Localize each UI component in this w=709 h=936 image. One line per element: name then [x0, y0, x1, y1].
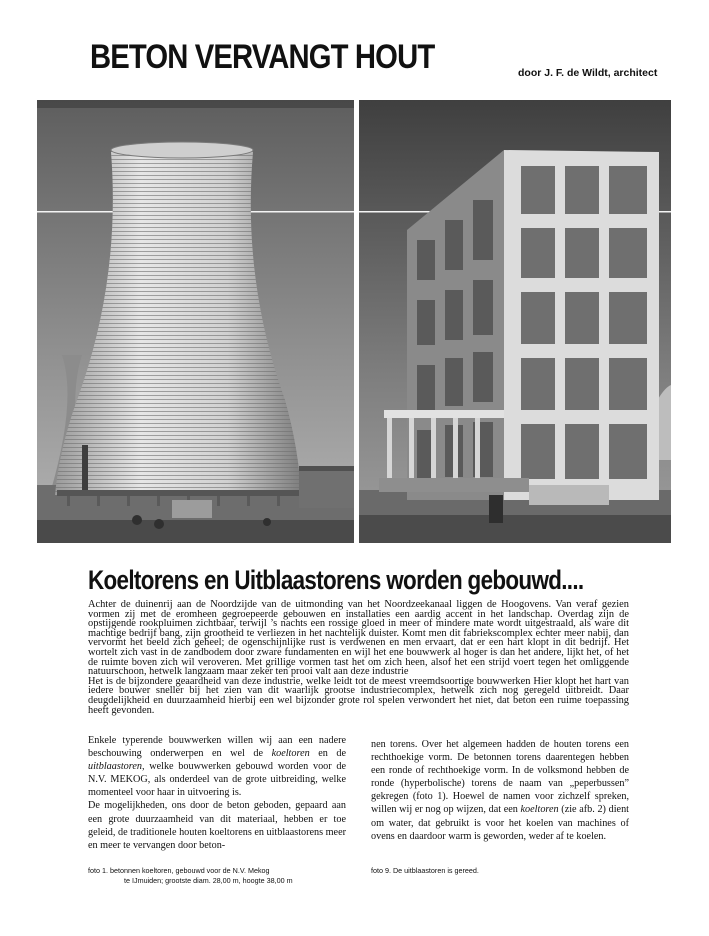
cooling-tower-photo [37, 100, 354, 543]
intro-paragraph [88, 600, 629, 715]
body-text: welke bouwwerken gebouwd worden voor de N.V. MEKOG, als onderdeel van de grote uitbreiding, welke momenteel voor haar in uitvoering is. [88, 761, 346, 799]
emphasis-text: koeltoren [271, 748, 310, 760]
body-column-left [88, 734, 346, 852]
body-text: nen torens. Over het algemeen hadden de houten torens een rechthoekige vorm. De betonnen torens daarentegen hebben een ronde of rechthoekige vorm. In de volksmond hebben de ronde (hyperbolische) torens de naam van „peperbussen” gekregen (foto 1). Hoewel de namen voor zichzelf spreken, willen wij er nog op wijzen, dat een [371, 739, 629, 816]
intro-text-2: Het is de bijzondere geaardheid van deze industrie, welke leidt tot de meest vreemdsoortige bouwwerken Hier klopt het hart van iedere bouwer sneller bij het zien van dit waarlijk grootse industriecomplex, hetwelk zich nog geregeld uitbreidt. Daar deugdelijkheid en duurzaamheid hierbij een wel bijzonder grote rol spelen verwondert het niet, dat beton een ruime toepassing heeft gevonden. [88, 675, 629, 716]
photo-caption-2: foto 9. De uitblaastoren is gereed. [371, 866, 479, 875]
exhaust-tower-photo [359, 100, 671, 543]
emphasis-text: uitblaastoren, [88, 761, 145, 773]
page-title: BETON VERVANGT HOUT [90, 38, 435, 76]
body-text: en de [309, 748, 347, 760]
photo-caption-1 [88, 866, 293, 886]
emphasis-text: koeltoren [520, 804, 559, 816]
body-paragraph-2: De mogelijkheden, ons door de beton geboden, gepaard aan een grote duurzaamheid van dit materiaal, hebben er toe geleid, de traditionele houten koeltorens en uitblaastorens meer en meer te vervangen door beton- [88, 800, 346, 851]
body-text: (zie afb. 2) dient om water, dat gebruikt is voor het koelen van machines of ovens en daardoor warm is geworden, weder af te koelen. [371, 804, 629, 842]
body-paragraph-1 [88, 734, 346, 799]
body-text: Enkele typerende bouwwerken willen wij aan een nadere beschouwing onderwerpen en wel de [88, 735, 346, 760]
body-column-right [371, 738, 629, 843]
caption-line: foto 1. betonnen koeltoren, gebouwd voor de N.V. Mekog [88, 866, 270, 875]
caption-line: te IJmuiden; grootste diam. 28,00 m, hoogte 38,00 m [124, 876, 293, 885]
intro-text-1: Achter de duinenrij aan de Noordzijde van de uitmonding van het Noordzeekanaal liggen de Hoogovens. Van veraf gezien vormen zij met de eromheen gegroepeerde gebouwen en installaties een aardig accent in het landschap. Overdag zijn de opstijgende rookpluimen zichtbaar, terwijl ’s nachts een rossige gloed in meer of mindere mate wordt uitgestraald, als ware dit machtige bedrijf bang, zijn grootheid te verliezen in het nachtelijk duister. Komt men dit fabriekscomplex echter meer nabij, dan vervormt het beeld zich geheel; de ogenschijnlijke rust is verdwenen en men ervaart, dat er een hart klopt in dit bedrijf. Het wortelt zich vast in de zandbodem door zware fundamenten en wijl het ene bouwwerk al hoger is dan het andere, lijkt het, of het de ruimte boven zich wil veroveren. Met grillige vormen tast het om zich heen, alsof het een strijd voert tegen het omliggende natuurschoon, hetwelk langzaam maar zeker ten prooi valt aan deze industrie [88, 599, 629, 678]
author-byline: door J. F. de Wildt, architect [518, 67, 658, 79]
body-paragraph-3 [371, 738, 629, 843]
article-heading: Koeltorens en Uitblaastorens worden gebouwd.... [88, 565, 584, 595]
